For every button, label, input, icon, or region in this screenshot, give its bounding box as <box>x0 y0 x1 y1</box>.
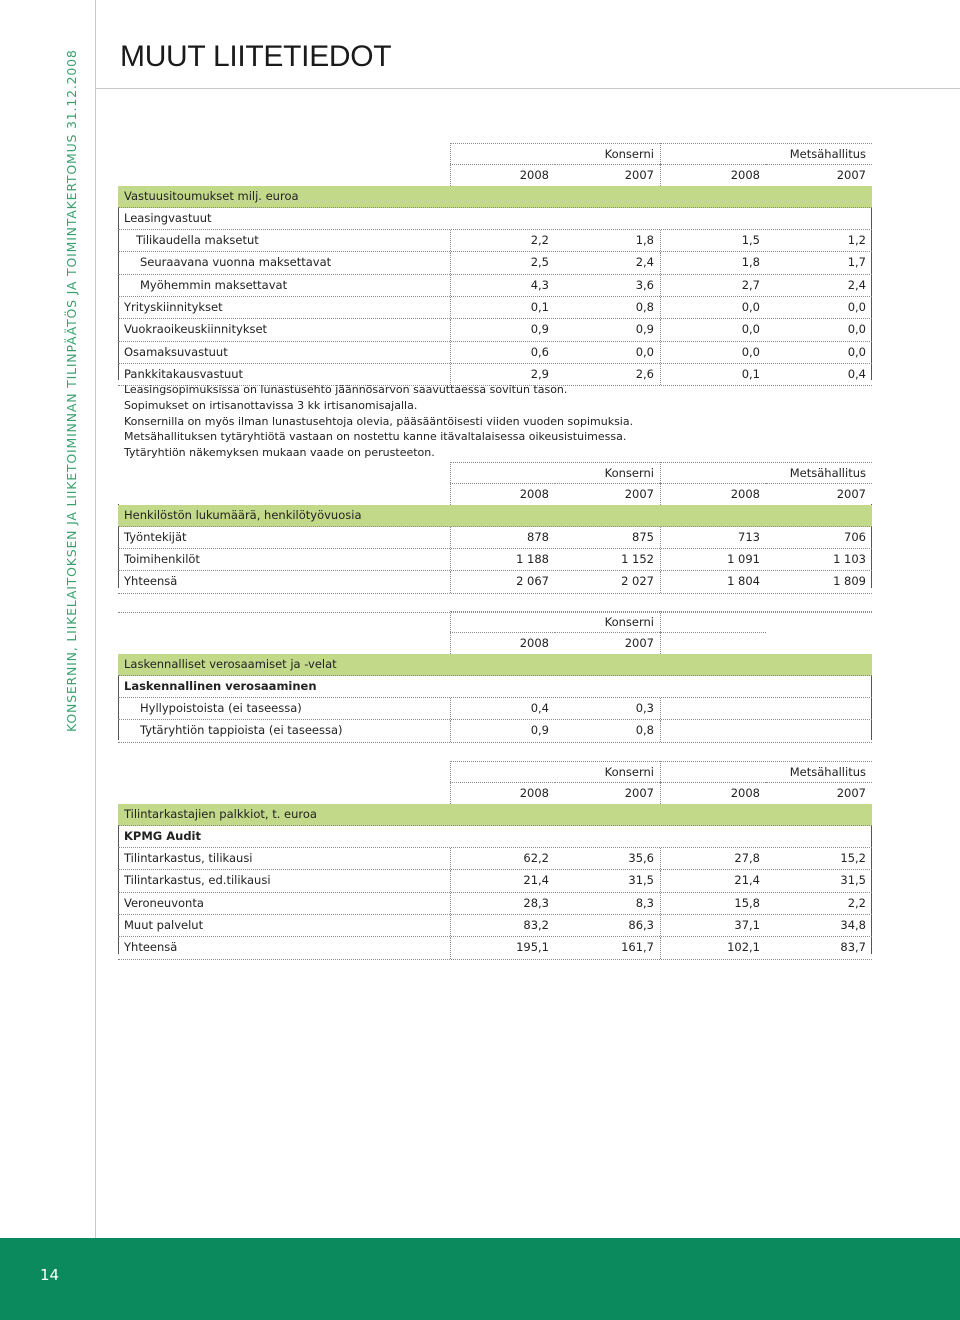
year: 2007 <box>766 782 872 803</box>
table-row: Tilintarkastus, ed.tilikausi 21,4 31,5 21,4 31,5 <box>118 870 872 892</box>
year: 2007 <box>555 782 660 803</box>
section-header: Tilintarkastajien palkkiot, t. euroa <box>118 804 872 826</box>
table-row: Muut palvelut 83,2 86,3 37,1 34,8 <box>118 915 872 937</box>
table-vastuusitoumukset <box>118 143 872 386</box>
table-laskennalliset <box>118 611 872 743</box>
page-title: MUUT LIITETIEDOT <box>120 40 392 73</box>
table-row: Työntekijät 878 875 713 706 <box>118 527 872 549</box>
year: 2008 <box>660 483 766 504</box>
note-line: Tytäryhtiön näkemyksen mukaan vaade on perusteeton. <box>124 446 435 460</box>
table-header-years <box>118 164 872 185</box>
table-header-years <box>118 632 872 653</box>
group-metsahallitus: Metsähallitus <box>660 462 872 483</box>
year: 2008 <box>450 632 555 653</box>
footer-band <box>0 1238 960 1320</box>
year: 2007 <box>555 483 660 504</box>
year: 2008 <box>660 782 766 803</box>
table-header-groups <box>118 143 872 164</box>
table-row: Osamaksuvastuut 0,6 0,0 0,0 0,0 <box>118 342 872 364</box>
table-header-groups <box>118 462 872 483</box>
header-rule <box>95 88 960 89</box>
year: 2007 <box>766 483 872 504</box>
table-header-groups <box>118 761 872 782</box>
section-header: Henkilöstön lukumäärä, henkilötyövuosia <box>118 505 872 527</box>
section-header: Laskennalliset verosaamiset ja -velat <box>118 654 872 676</box>
subsection-header: KPMG Audit <box>118 826 872 848</box>
table-row: Hyllypoistoista (ei taseessa) 0,4 0,3 <box>118 698 872 720</box>
group-konserni: Konserni <box>450 462 660 483</box>
group-konserni: Konserni <box>450 143 660 164</box>
side-running-title: KONSERNIN, LIIKELAITOKSEN JA LIIKETOIMINNAN TILINPÄÄTÖS JA TOIMINTAKERTOMUS 31.12.2008 <box>64 49 79 732</box>
table-row: Tilikaudella maksetut 2,2 1,8 1,5 1,2 <box>118 230 872 252</box>
table-henkilosto <box>118 462 872 594</box>
table-row: Veroneuvonta 28,3 8,3 15,8 2,2 <box>118 893 872 915</box>
table-tilintarkastus <box>118 761 872 960</box>
table-header-groups <box>118 611 872 632</box>
year: 2007 <box>555 164 660 185</box>
table1-notes <box>124 382 633 461</box>
note-line: Sopimukset on irtisanottavissa 3 kk irtisanomisajalla. <box>124 398 418 412</box>
group-metsahallitus: Metsähallitus <box>660 761 872 782</box>
margin-vertical-rule <box>95 0 96 1238</box>
note-line: Konsernilla on myös ilman lunastusehtoja olevia, pääsääntöisesti viiden vuoden sopimuksia. <box>124 414 634 428</box>
table-row: Yhteensä 2 067 2 027 1 804 1 809 <box>118 571 872 593</box>
table-header-years <box>118 782 872 803</box>
year: 2008 <box>450 483 555 504</box>
group-konserni: Konserni <box>450 611 660 632</box>
note-line: Metsähallituksen tytäryhtiötä vastaan on nostettu kanne itävaltalaisessa oikeusistuimessa. <box>124 430 627 444</box>
table-row: Leasingvastuut <box>118 208 872 230</box>
group-metsahallitus: Metsähallitus <box>660 143 872 164</box>
subsection-header: Laskennallinen verosaaminen <box>118 676 872 698</box>
group-konserni: Konserni <box>450 761 660 782</box>
table-row: Tilintarkastus, tilikausi 62,2 35,6 27,8 15,2 <box>118 848 872 870</box>
table-row: Myöhemmin maksettavat 4,3 3,6 2,7 2,4 <box>118 275 872 297</box>
table-row: Yhteensä 195,1 161,7 102,1 83,7 <box>118 937 872 959</box>
year: 2008 <box>450 782 555 803</box>
note-line: Leasingsopimuksissa on lunastusehto jäännösarvon saavuttaessa sovitun tason. <box>124 383 568 396</box>
table-row: Toimihenkilöt 1 188 1 152 1 091 1 103 <box>118 549 872 571</box>
year: 2007 <box>555 632 660 653</box>
year: 2007 <box>766 164 872 185</box>
table-header-years <box>118 483 872 504</box>
table-row: Tytäryhtiön tappioista (ei taseessa) 0,9 0,8 <box>118 720 872 742</box>
page-number: 14 <box>40 1266 60 1284</box>
table-row: Vuokraoikeuskiinnitykset 0,9 0,9 0,0 0,0 <box>118 319 872 341</box>
table-row: Seuraavana vuonna maksettavat 2,5 2,4 1,8 1,7 <box>118 252 872 274</box>
year: 2008 <box>450 164 555 185</box>
table-row: Yrityskiinnitykset 0,1 0,8 0,0 0,0 <box>118 297 872 319</box>
table-row: Pankkitakausvastuut 2,9 2,6 0,1 0,4 <box>118 364 872 386</box>
year: 2008 <box>660 164 766 185</box>
section-header: Vastuusitoumukset milj. euroa <box>118 186 872 208</box>
